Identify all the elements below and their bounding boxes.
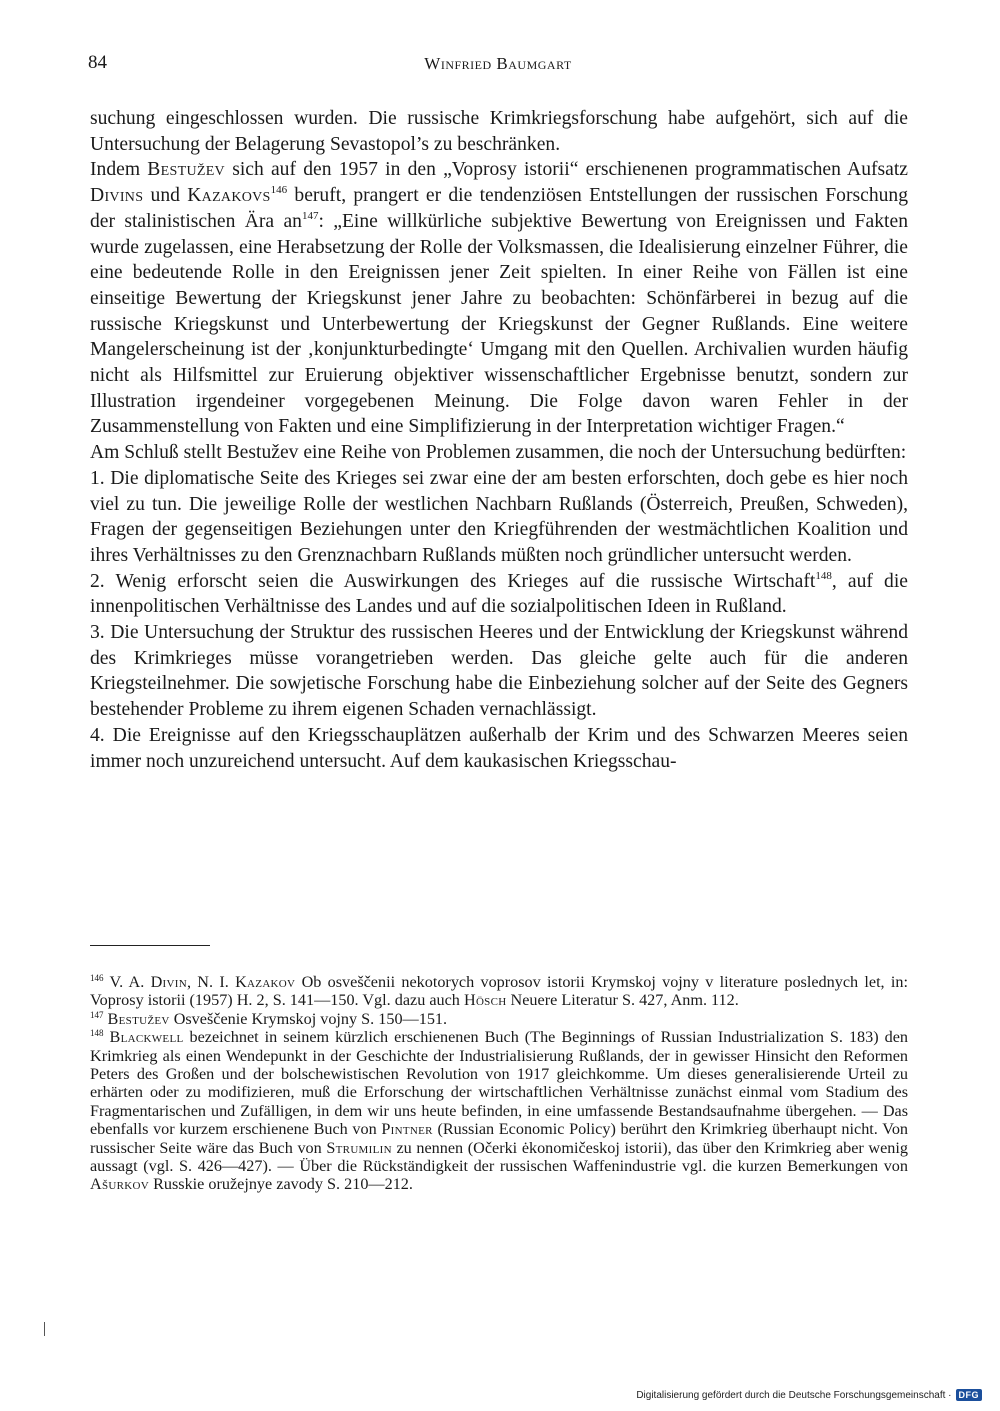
digitization-credit: Digitalisierung gefördert durch die Deutsche Forschungsgemeinschaft · xyxy=(636,1389,952,1401)
digitization-footer xyxy=(636,1389,982,1401)
list-item-2: 2. Wenig erforscht seien die Auswirkungen des Krieges auf die russische Wirtschaft$^{148}$, auf die innenpolitischen Verhältnisse des Landes und auf die sozialpolitischen Ideen in Rußland. xyxy=(90,569,908,618)
running-head: Winfried Baumgart xyxy=(424,54,572,73)
author-name: Kazakovs xyxy=(187,185,271,207)
list-item-4: 4. Die Ereignisse auf den Kriegsschauplätzen außerhalb der Krim und des Schwarzen Meeres seien immer noch unzureichend untersucht. Auf dem kaukasischen Kriegsschau- xyxy=(90,724,908,772)
footnote-ref-146: 146 xyxy=(270,184,288,197)
margin-mark xyxy=(44,1322,45,1336)
dfg-logo: DFG xyxy=(956,1389,983,1401)
footnote-ref-148: 148 xyxy=(815,569,832,582)
footnotes xyxy=(90,973,908,1194)
list-item-3: 3. Die Untersuchung der Struktur des russischen Heeres und der Entwicklung der Kriegskunst während des Krimkrieges müsse vorangetrieben werden. Das gleiche gelte auch für die anderen Kriegsteilnehmer. Die sowjetische Forschung habe die Einbeziehung solcher auf der Seite des Gegners bestehender Probleme zu ihrem eigenen Schaden vernachlässigt. xyxy=(90,622,908,721)
paragraph-bestuzev-critique: Indem Bestužev sich auf den 1957 in den „Voprosy istorii“ erschienenen programmatischen Aufsatz Divins und Kazakovs$^{146}$ beruft, prangert er die tendenziösen Entstellungen der russischen Forschung der stalinistischen Ära $an^{147}$: „Eine willkürliche subjektive Bewertung von Ereignissen und Fakten wurde zugelassen, eine Herabsetzung der Rolle der Volksmassen, die Idealisierung einzelner Führer, die eine bedeutende Rolle in den Ereignissen jener Zeit spielten. In einer Reihe von Fällen ist eine einseitige Bewertung der Kriegskunst jener Jahre zu beobachten: Schönfärberei in bezug auf die russische Kriegskunst und Unterbewertung der Kriegskunst der Gegner Rußlands. Eine weitere Mangelerscheinung ist der ‚konjunkturbedingte‘ Umgang mit den Quellen. Archivalien wurden häufig nicht als Hilfsmittel zur Eruierung objektiver wissenschaftlicher Ergebnisse benutzt, sondern zur Illustration irgendeiner vorgegebenen Meinung. Die Folge davon waren Fehler in der Zusammenstellung von Fakten und eine Simplifizierung in der Interpretation wichtiger Fragen.“ xyxy=(90,159,909,438)
footnote-147: $^{147}$ Bestužev Osveščenie Krymskoj vojny S. 150—151. xyxy=(90,1009,448,1028)
list-item-1: 1. Die diplomatische Seite des Krieges sei zwar eine der am besten erforschten, doch gebe es hier noch viel zu tun. Die jeweilige Rolle der westlichen Nachbarn Rußlands (Österreich, Preußen, Schweden), Fragen der gegenseitigen Beziehungen unter den Kriegführenden der westmächtlichen Koalition und ihres Verhältnisses zu den Grenznachbarn Rußlands müßten noch gründlicher untersucht werden. xyxy=(90,467,908,566)
footnote-ref-147: 147 xyxy=(301,209,319,222)
footnote-divider xyxy=(90,945,210,946)
paragraph-problems-intro: Am Schluß stellt Bestužev eine Reihe von Problemen zusammen, die noch der Untersuchung bedürften: xyxy=(90,442,907,464)
footnote-146: $^{146}$ V. A. Divin, N. I. Kazakov Ob osveščenii nekotorych voprosov istorii Krymskoj vojny v literature poslednych let, in: Voprosy istorii (1957) H. 2, S. 141—150. Vgl. dazu auch Hösch Neuere Literatur S. 427, Anm. 112. xyxy=(90,973,908,1010)
page-number: 84 xyxy=(88,52,107,73)
main-text xyxy=(90,106,908,774)
author-name: Bestužev xyxy=(147,159,225,181)
paragraph-continuation: suchung eingeschlossen wurden. Die russische Krimkriegsforschung habe aufgehört, sich auf die Untersuchung der Belagerung Sevastopol’s zu beschränken. xyxy=(90,108,908,155)
author-name: Divins xyxy=(90,185,144,207)
footnote-148: $^{148}$ Blackwell bezeichnet in seinem kürzlich erschienenen Buch (The Beginnings of Russian Industrialization S. 183) den Krimkrieg als einen Wendepunkt in der Geschichte der Industrialisierung Rußlands, der in gewisser Hinsicht den Reformen Peters des Großen und der bolschewistischen Revolution von 1917 gleichkomme. Um dieses generalisierende Urteil zu erhärten oder zu modifizieren, muß die Erforschung der wirtschaftlichen Verhältnisse zunächst einmal vom Stadium des Fragmentarischen und Zufälligen, in dem wir uns heute befinden, in eine umfassende Bestandsaufnahme übergehen. — Das ebenfalls vor kurzem erschienene Buch von Pintner (Russian Economic Policy) berührt den Krimkrieg überhaupt nicht. Von russischer Seite wäre das Buch von Strumilin zu nennen (Očerki ėkonomičeskoj istorii), das über den Krimkrieg aber wenig aussagt (vgl. S. 426—427). — Über die Rückständigkeit der russischen Waffenindustrie vgl. die kurzen Bemerkungen von Ašurkov Russkie oružejnye zavody S. 210—212. xyxy=(90,1028,909,1194)
page-header xyxy=(88,52,908,82)
